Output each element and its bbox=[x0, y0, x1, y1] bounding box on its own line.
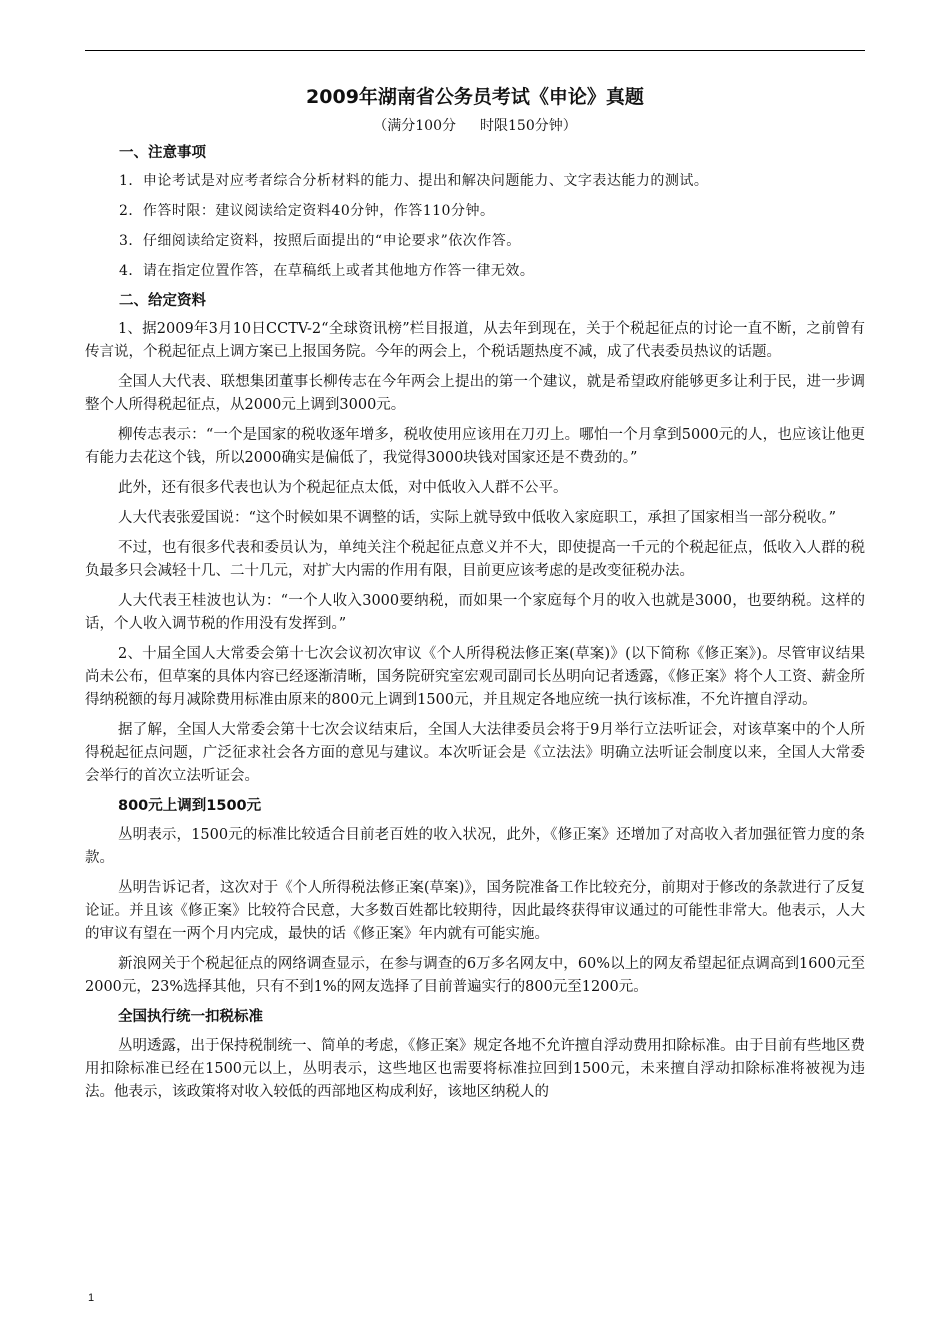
material-paragraph: 不过，也有很多代表和委员认为，单纯关注个税起征点意义并不大，即使提高一千元的个税起征点，低收入人群的税负最多只会减轻十几、二十几元，对扩大内需的作用有限，目前更应该考虑的是改变征税办法。 bbox=[85, 540, 865, 579]
material-paragraph: 全国人大代表、联想集团董事长柳传志在今年两会上提出的第一个建议，就是希望政府能够更多让利于民，进一步调整个人所得税起征点，从2000元上调到3000元。 bbox=[85, 374, 865, 413]
header-rule bbox=[85, 50, 865, 51]
note-item: 3．仔细阅读给定资料，按照后面提出的“申论要求”依次作答。 bbox=[119, 233, 521, 249]
subheading-threshold-raise: 800元上调到1500元 bbox=[118, 798, 262, 814]
note-item: 2．作答时限：建议阅读给定资料40分钟，作答110分钟。 bbox=[119, 203, 495, 219]
material-paragraph: 丛明告诉记者，这次对于《个人所得税法修正案(草案)》，国务院准备工作比较充分，前期对于修改的条款进行了反复论证。并且该《修正案》比较符合民意，大多数百姓都比较期待，因此最终获得审议通过的可能性非常大。他表示，人大的审议有望在一两个月内完成，最快的话《修正案》年内就有可能实施。 bbox=[85, 880, 865, 942]
page-number: 1 bbox=[88, 1292, 95, 1304]
material-paragraph: 1、据2009年3月10日CCTV-2“全球资讯榜”栏目报道，从去年到现在，关于个税起征点的讨论一直不断，之前曾有传言说，个税起征点上调方案已上报国务院。今年的两会上，个税话题热度不减，成了代表委员热议的话题。 bbox=[85, 321, 865, 360]
time-info: 时限150分钟） bbox=[480, 118, 577, 134]
score-info: （满分100分 bbox=[373, 118, 456, 134]
material-paragraph: 据了解，全国人大常委会第十七次会议结束后，全国人大法律委员会将于9月举行立法听证会，对该草案中的个人所得税起征点问题，广泛征求社会各方面的意见与建议。本次听证会是《立法法》明确立法听证会制度以来，全国人大常委会举行的首次立法听证会。 bbox=[85, 722, 865, 784]
document-subtitle bbox=[85, 114, 865, 138]
document-title: 2009年湖南省公务员考试《申论》真题 bbox=[306, 86, 644, 108]
material-paragraph: 此外，还有很多代表也认为个税起征点太低，对中低收入人群不公平。 bbox=[118, 480, 568, 496]
section-heading-materials: 二、给定资料 bbox=[119, 293, 206, 309]
document-page bbox=[85, 82, 865, 1111]
note-item: 1．申论考试是对应考者综合分析材料的能力、提出和解决问题能力、文字表达能力的测试。 bbox=[119, 173, 709, 189]
note-item: 4．请在指定位置作答，在草稿纸上或者其他地方作答一律无效。 bbox=[119, 263, 535, 279]
material-paragraph: 新浪网关于个税起征点的网络调查显示，在参与调查的6万多名网友中，60%以上的网友希望起征点调高到1600元至2000元，23%选择其他，只有不到1%的网友选择了目前普遍实行的800元至1200元。 bbox=[85, 956, 865, 995]
subheading-unified-standard: 全国执行统一扣税标准 bbox=[118, 1009, 263, 1025]
material-paragraph: 丛明表示，1500元的标准比较适合目前老百姓的收入状况，此外，《修正案》还增加了对高收入者加强征管力度的条款。 bbox=[85, 827, 865, 866]
material-paragraph: 人大代表王桂波也认为：“一个人收入3000要纳税，而如果一个家庭每个月的收入也就是3000，也要纳税。这样的话，个人收入调节税的作用没有发挥到。” bbox=[85, 593, 865, 632]
section-heading-notes: 一、注意事项 bbox=[119, 145, 206, 161]
material-paragraph: 人大代表张爱国说：“这个时候如果不调整的话，实际上就导致中低收入家庭职工，承担了国家相当一部分税收。” bbox=[118, 510, 837, 526]
material-paragraph: 2、十届全国人大常委会第十七次会议初次审议《个人所得税法修正案(草案)》(以下简称《修正案》)。尽管审议结果尚未公布，但草案的具体内容已经逐渐清晰，国务院研究室宏观司副司长丛明向记者透露，《修正案》将个人工资、薪金所得纳税额的每月减除费用标准由原来的800元上调到1500元，并且规定各地应统一执行该标准，不允许擅自浮动。 bbox=[85, 646, 865, 708]
material-paragraph: 柳传志表示：“一个是国家的税收逐年增多，税收使用应该用在刀刃上。哪怕一个月拿到5000元的人，也应该让他更有能力去花这个钱，所以2000确实是偏低了，我觉得3000块钱对国家还是不费劲的。” bbox=[85, 427, 865, 466]
material-paragraph: 丛明透露，出于保持税制统一、简单的考虑，《修正案》规定各地不允许擅自浮动费用扣除标准。由于目前有些地区费用扣除标准已经在1500元以上，丛明表示，这些地区也需要将标准拉回到1500元，未来擅自浮动扣除标准将被视为违法。他表示，该政策将对收入较低的西部地区构成利好，该地区纳税人的 bbox=[85, 1038, 865, 1100]
